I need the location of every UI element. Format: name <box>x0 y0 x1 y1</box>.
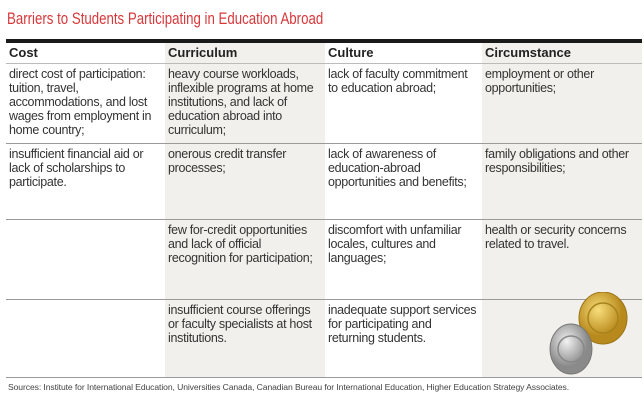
sources-note: Sources: Institute for International Education, Universities Canada, Canadian Bureau for International Education, Higher Education Strategy Associates. <box>8 382 570 392</box>
table-cell: heavy course workloads, inflexible programs at home institutions, and lack of education abroad into curriculum; <box>165 64 325 144</box>
header-circumstance: Circumstance <box>482 43 642 64</box>
table-cell: discomfort with unfamiliar locales, cultures and languages; <box>325 220 482 300</box>
table-cell: family obligations and other responsibilities; <box>482 144 642 220</box>
table-title: Barriers to Students Participating in Education Abroad <box>7 9 324 28</box>
silver-coin <box>550 324 592 374</box>
table-cell: direct cost of participation: tuition, travel, accommodations, and lost wages from employment in home country; <box>6 64 165 144</box>
header-culture: Culture <box>325 43 482 64</box>
coins-illustration <box>548 292 638 377</box>
table-cell-with-coins <box>482 300 642 378</box>
header-curriculum: Curriculum <box>165 43 325 64</box>
header-cost: Cost <box>6 43 165 64</box>
table-cell: insufficient financial aid or lack of scholarships to participate. <box>6 144 165 220</box>
table-cell: health or security concerns related to travel. <box>482 220 642 300</box>
table-cell: employment or other opportunities; <box>482 64 642 144</box>
table-cell: few for-credit opportunities and lack of official recognition for participation; <box>165 220 325 300</box>
table-cell <box>6 300 165 378</box>
table-cell <box>6 220 165 300</box>
table-cell: onerous credit transfer processes; <box>165 144 325 220</box>
table-cell: insufficient course offerings or faculty specialists at host institutions. <box>165 300 325 378</box>
table-cell: lack of faculty commitment to education abroad; <box>325 64 482 144</box>
table-cell: inadequate support services for participating and returning students. <box>325 300 482 378</box>
table-cell: lack of awareness of education-abroad opportunities and benefits; <box>325 144 482 220</box>
barriers-table <box>6 39 642 396</box>
